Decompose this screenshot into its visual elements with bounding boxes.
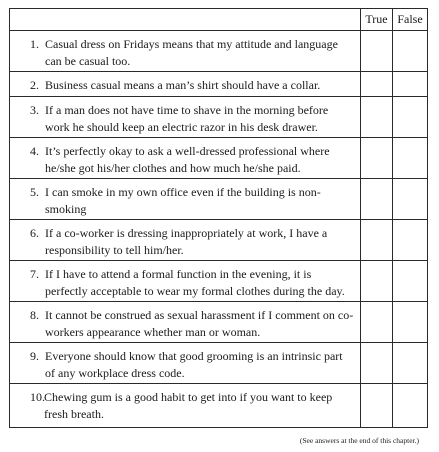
false-answer-cell[interactable]: [393, 384, 428, 428]
false-answer-cell[interactable]: [393, 72, 428, 97]
quiz-item-row-1: [10, 31, 428, 72]
false-answer-cell[interactable]: [393, 302, 428, 343]
item-statement: Casual dress on Fridays means that my attitude and language can be casual too.: [45, 37, 338, 68]
item-number: 1.: [30, 37, 39, 51]
item-number: 4.: [30, 144, 39, 158]
item-number: 9.: [30, 349, 39, 363]
item-number: 2.: [30, 78, 39, 92]
true-answer-cell[interactable]: [361, 343, 393, 384]
item-statement: Everyone should know that good grooming is an intrinsic part of any workplace dress code.: [45, 349, 343, 380]
false-answer-cell[interactable]: [393, 97, 428, 138]
true-answer-cell[interactable]: [361, 72, 393, 97]
statement-cell: [10, 302, 361, 343]
item-statement: It cannot be construed as sexual harassment if I comment on co-workers appearance whether man or woman.: [45, 308, 354, 339]
statement-cell: [10, 261, 361, 302]
statement-cell: [10, 220, 361, 261]
true-column-header: True: [361, 9, 393, 31]
quiz-item-row-6: [10, 220, 428, 261]
true-answer-cell[interactable]: [361, 97, 393, 138]
item-statement: I can smoke in my own office even if the building is non-smoking: [45, 185, 321, 216]
item-statement: If a co-worker is dressing inappropriately at work, I have a responsibility to tell him/her.: [45, 226, 328, 257]
item-number: 6.: [30, 226, 39, 240]
item-number: 5.: [30, 185, 39, 199]
statement-column-header: [10, 9, 361, 31]
statement-cell: [10, 384, 361, 428]
false-answer-cell[interactable]: [393, 138, 428, 179]
header-row: [10, 9, 428, 31]
statement-cell: [10, 97, 361, 138]
answers-footnote: (See answers at the end of this chapter.): [299, 436, 419, 445]
statement-cell: [10, 179, 361, 220]
item-statement: If I have to attend a formal function in the evening, it is perfectly acceptable to wear my formal clothes during the day.: [45, 267, 345, 298]
true-false-quiz-table: [9, 8, 428, 428]
false-answer-cell[interactable]: [393, 220, 428, 261]
item-number: 3.: [30, 103, 39, 117]
true-answer-cell[interactable]: [361, 302, 393, 343]
true-answer-cell[interactable]: [361, 31, 393, 72]
quiz-item-row-5: [10, 179, 428, 220]
quiz-item-row-3: [10, 97, 428, 138]
true-answer-cell[interactable]: [361, 179, 393, 220]
true-answer-cell[interactable]: [361, 261, 393, 302]
item-statement: It’s perfectly okay to ask a well-dressed professional where he/she got his/her clothes and how much he/she paid.: [45, 144, 330, 175]
item-statement: Business casual means a man’s shirt should have a collar.: [45, 78, 321, 92]
false-answer-cell[interactable]: [393, 261, 428, 302]
true-answer-cell[interactable]: [361, 220, 393, 261]
statement-cell: [10, 31, 361, 72]
true-answer-cell[interactable]: [361, 384, 393, 428]
item-number: 8.: [30, 308, 39, 322]
item-statement: Chewing gum is a good habit to get into if you want to keep fresh breath.: [44, 390, 333, 421]
true-answer-cell[interactable]: [361, 138, 393, 179]
quiz-item-row-7: [10, 261, 428, 302]
quiz-item-row-10: [10, 384, 428, 428]
false-answer-cell[interactable]: [393, 179, 428, 220]
statement-cell: [10, 138, 361, 179]
quiz-item-row-2: [10, 72, 428, 97]
item-statement: If a man does not have time to shave in the morning before work he should keep an electric razor in his desk drawer.: [45, 103, 329, 134]
statement-cell: [10, 343, 361, 384]
false-answer-cell[interactable]: [393, 343, 428, 384]
quiz-item-row-4: [10, 138, 428, 179]
quiz-item-row-8: [10, 302, 428, 343]
false-answer-cell[interactable]: [393, 31, 428, 72]
quiz-item-row-9: [10, 343, 428, 384]
item-number: 10.: [30, 390, 45, 404]
item-number: 7.: [30, 267, 39, 281]
false-column-header: False: [393, 9, 428, 31]
statement-cell: [10, 72, 361, 97]
